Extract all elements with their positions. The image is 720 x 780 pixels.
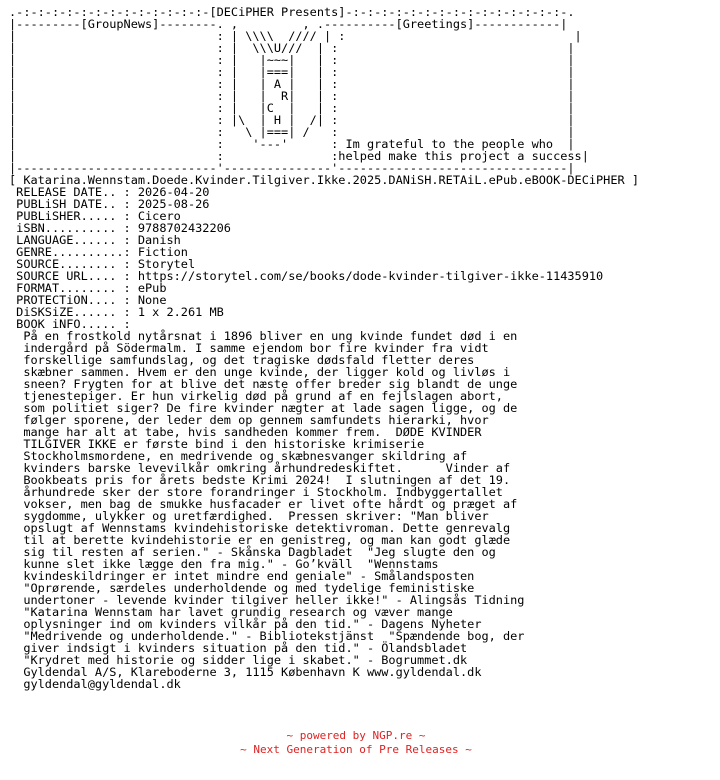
footer-powered-by: ~ powered by NGP.re ~ — [286, 729, 426, 742]
nfo-release-text: .-:-:-:-:-:-:-:-:-:-:-:-:-:-[DECiPHER Presents]-:-:-:-:-:-:-:-:-:-:-:-:-:-:-:-. |---------[GroupNews]--------. , , .----------[Greetings]------------| | : | \\\\ //// | : | | : | \\\U/// | : | | : | |~~~| | : | | : | |===| | : | | : | | A | | : | | : | | R| | : | | : | |C | | : | | : |\ | H | /| : | | : \ |===| / : | | : '---' : Im grateful to the people who | | : :helped make this project a success| |----------------------------'---------------'--------------------------------| [ Katarina.Wennstam.Doede.Kvinder.Tilgiver.Ikke.2025.DANiSH.RETAiL.ePub.eBOOK-DECiPHER ] RELEASE DATE.. : 2026-04-20 PUBLiSH DATE.. : 2025-08-26 PUBLiSHER..... : Cicero iSBN.......... : 9788702432206 LANGUAGE...... : Danish GENRE..........: Fiction SOURCE........ : Storytel SOURCE URL.... : https://storytel.com/se/books/dode-kvinder-tilgiver-ikke-11435910 FORMAT........ : ePub PROTECTiON.... : None DiSKSiZE...... : 1 x 2.261 MB BOOK iNFO..... : På en frostkold nytårsnat i 1896 bliver en ung kvinde fundet død i en indergård på Södermalm. I samme ejendom bor fire kvinder fra vidt forskellige samfundslag, og det tragiske dødsfald fletter deres skæbner sammen. Hvem er den unge kvinde, der ligger kold og livløs i sneen? Frygten for at blive det næste offer breder sig blandt de unge tjenestepiger. Er hun virkelig død på grund af en fejlslagen abort, som politiet siger? De fire kvinder nægter at lade sagen ligge, og de følger sporene, der leder dem op gennem samfundets hierarki, hvor mange har alt at tabe, hvis sandheden kommer frem. DØDE KVINDER TILGIVER IKKE er første bind i den historiske krimiserie Stockholmsmordene, en medrivende og skæbnesvanger skildring af kvinders barske levevilkår omkring århundredeskiftet. Vinder af Bookbeats pris for årets bedste Krimi 2024! I slutningen af det 19. århundrede sker der store forandringer i Stockholm. Indbyggertallet vokser, men bag de smukke husfacader er livet ofte hårdt og præget af sygdomme, ulykker og uretfærdighed. Pressen skriver: "Man bliver opslugt af Wennstams kvindehistoriske detektivroman. Dette genrevalg til at berette kvindehistorie er en genistreg, og man kan godt glæde sig til resten af serien." - Skånska Dagbladet "Jeg slugte den og kunne slet ikke lægge den fra mig." - Go’kväll "Wennstams kvindeskildringer er intet mindre end geniale" - Smålandsposten "Oprørende, særdeles underholdende og med tydelige feministiske undertoner - levende kvinder tilgiver heller ikke!" - Alingsås Tidning "Katarina Wennstam har lavet grundig research og væver mange oplysninger ind om kvinders vilkår på den tid." - Dagens Nyheter "Medrivende og underholdende." - Bibliotekstjänst "Spændende bog, der giver indsigt i kvinders situation på den tid." - Ölandsbladet "Krydret med historie og sidder lige i skabet." - Bogrummet.dk Gyldendal A/S, Klareboderne 3, 1115 København K www.gyldendal.dk gyldendal@gyldendal.dk — [9, 5, 639, 691]
footer-tagline: ~ Next Generation of Pre Releases ~ — [240, 743, 472, 756]
